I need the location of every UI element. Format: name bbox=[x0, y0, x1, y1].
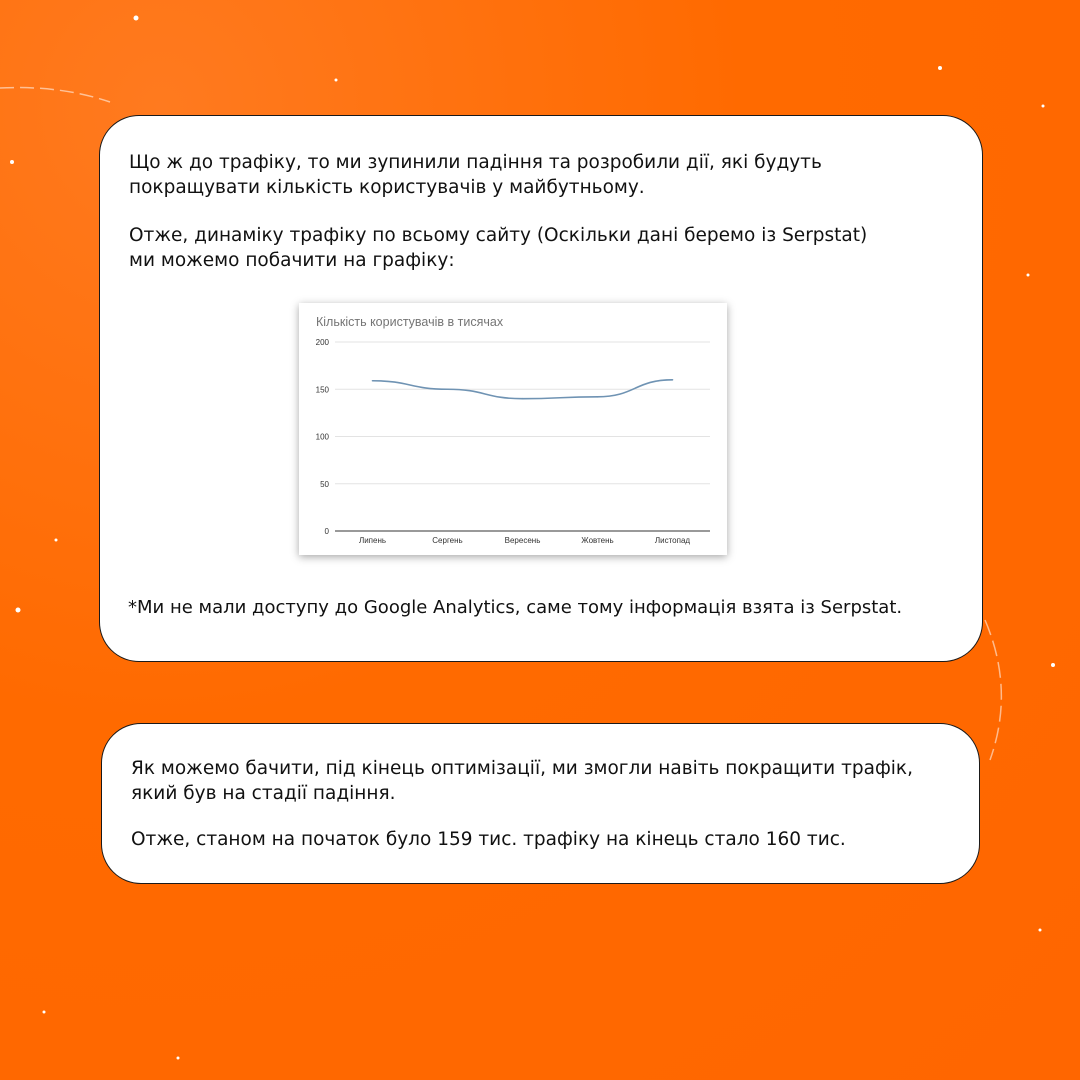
chart-svg bbox=[299, 303, 727, 555]
data-point bbox=[522, 398, 524, 400]
x-tick-label: Вересень bbox=[504, 536, 541, 545]
y-tick-label: 0 bbox=[324, 527, 329, 536]
traffic-dynamics-text: Отже, динаміку трафіку по всьому сайту (Оскільки дані беремо із Serpstat) ми можемо побачити на графіку: bbox=[129, 225, 868, 271]
y-tick-label: 100 bbox=[315, 432, 329, 442]
data-point bbox=[597, 396, 599, 398]
users-line-chart bbox=[299, 303, 727, 555]
traffic-info-card bbox=[99, 115, 983, 662]
x-tick-label: Листопад bbox=[654, 536, 691, 545]
data-point bbox=[372, 380, 374, 382]
conclusion-card bbox=[101, 723, 980, 884]
x-tick-label: Жовтень bbox=[581, 536, 614, 545]
data-point bbox=[672, 379, 674, 381]
footnote-text: *Ми не мали доступу до Google Analytics, саме тому інформація взята із Serpstat. bbox=[128, 597, 903, 618]
result-text: Отже, станом на початок було 159 тис. трафіку на кінець стало 160 тис. bbox=[131, 829, 846, 850]
chart-title: Кількість користувачів в тисячах bbox=[316, 315, 504, 329]
x-tick-label: Сергень bbox=[432, 536, 463, 545]
conclusion-text: Як можемо бачити, під кінець оптимізації, ми змогли навіть покращити трафік, який був на стадії падіння. bbox=[131, 758, 913, 804]
y-tick-label: 150 bbox=[315, 385, 329, 395]
y-tick-label: 200 bbox=[315, 338, 329, 347]
x-tick-label: Липень bbox=[358, 536, 387, 545]
data-point bbox=[447, 388, 449, 390]
y-tick-label: 50 bbox=[320, 479, 329, 489]
traffic-intro-text: Що ж до трафіку, то ми зупинили падіння та розробили дії, які будуть покращувати кількість користувачів у майбутньому. bbox=[129, 152, 822, 198]
